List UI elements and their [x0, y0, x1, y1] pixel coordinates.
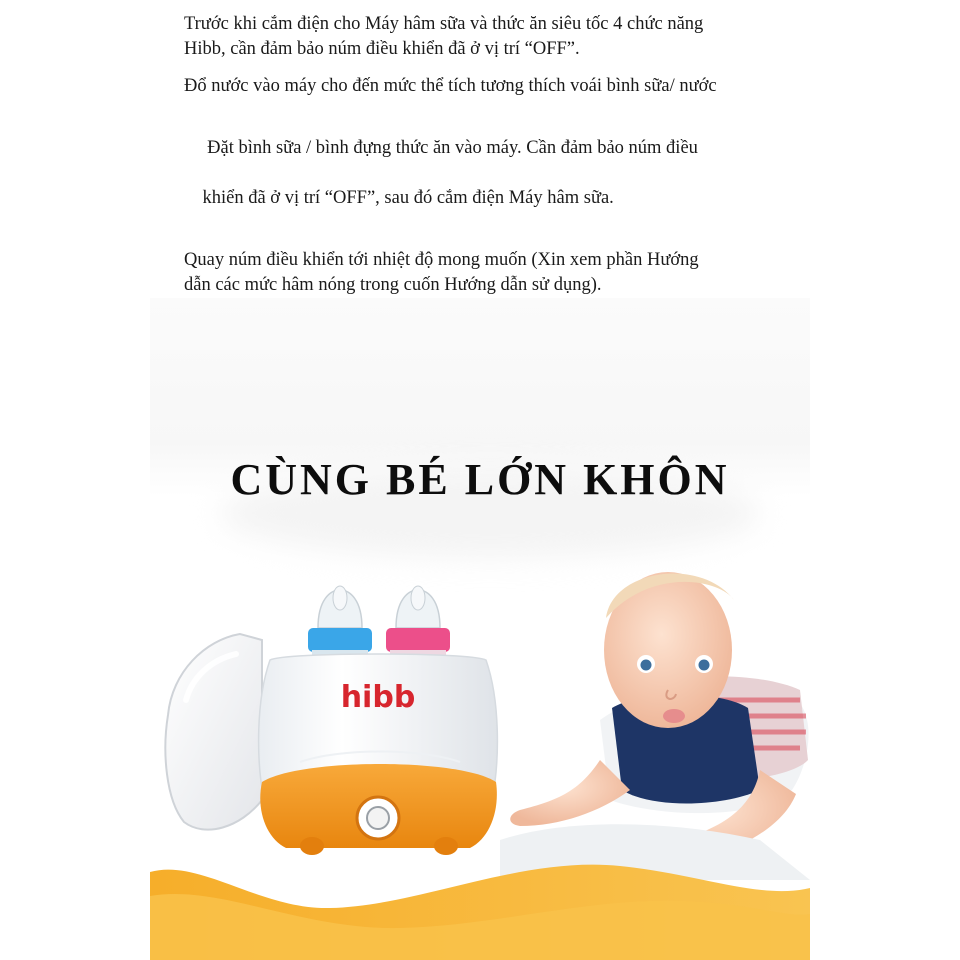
bottle-pink — [386, 586, 450, 660]
warmer-lid — [165, 634, 262, 830]
bottle-blue — [308, 586, 372, 660]
instruction-line: Đổ nước vào máy cho đến mức thể tích tương thích voái bình sữa/ nước — [184, 76, 717, 96]
instruction-line: Hibb, cần đảm bảo núm điều khiển đã ở vị trí “OFF”. — [184, 39, 580, 59]
baby-photo — [500, 572, 810, 880]
instruction-line: dẫn các mức hâm nóng trong cuốn Hướng dẫn sử dụng). — [184, 275, 602, 295]
banner-slogan: CÙNG BÉ LỚN KHÔN — [230, 455, 730, 504]
bottle-warmer — [259, 654, 498, 855]
instruction-line: khiển đã ở vị trí “OFF”, sau đó cắm điện Máy hâm sữa. — [202, 188, 614, 208]
instruction-line: Quay núm điều khiển tới nhiệt độ mong muốn (Xin xem phần Hướng — [184, 250, 699, 270]
hibb-logo: hibb — [340, 680, 416, 715]
instruction-line: Trước khi cắm điện cho Máy hâm sữa và thức ăn siêu tốc 4 chức năng — [184, 14, 704, 34]
instruction-line: Đặt bình sữa / bình đựng thức ăn vào máy. Cần đảm bảo núm điều — [202, 138, 698, 158]
